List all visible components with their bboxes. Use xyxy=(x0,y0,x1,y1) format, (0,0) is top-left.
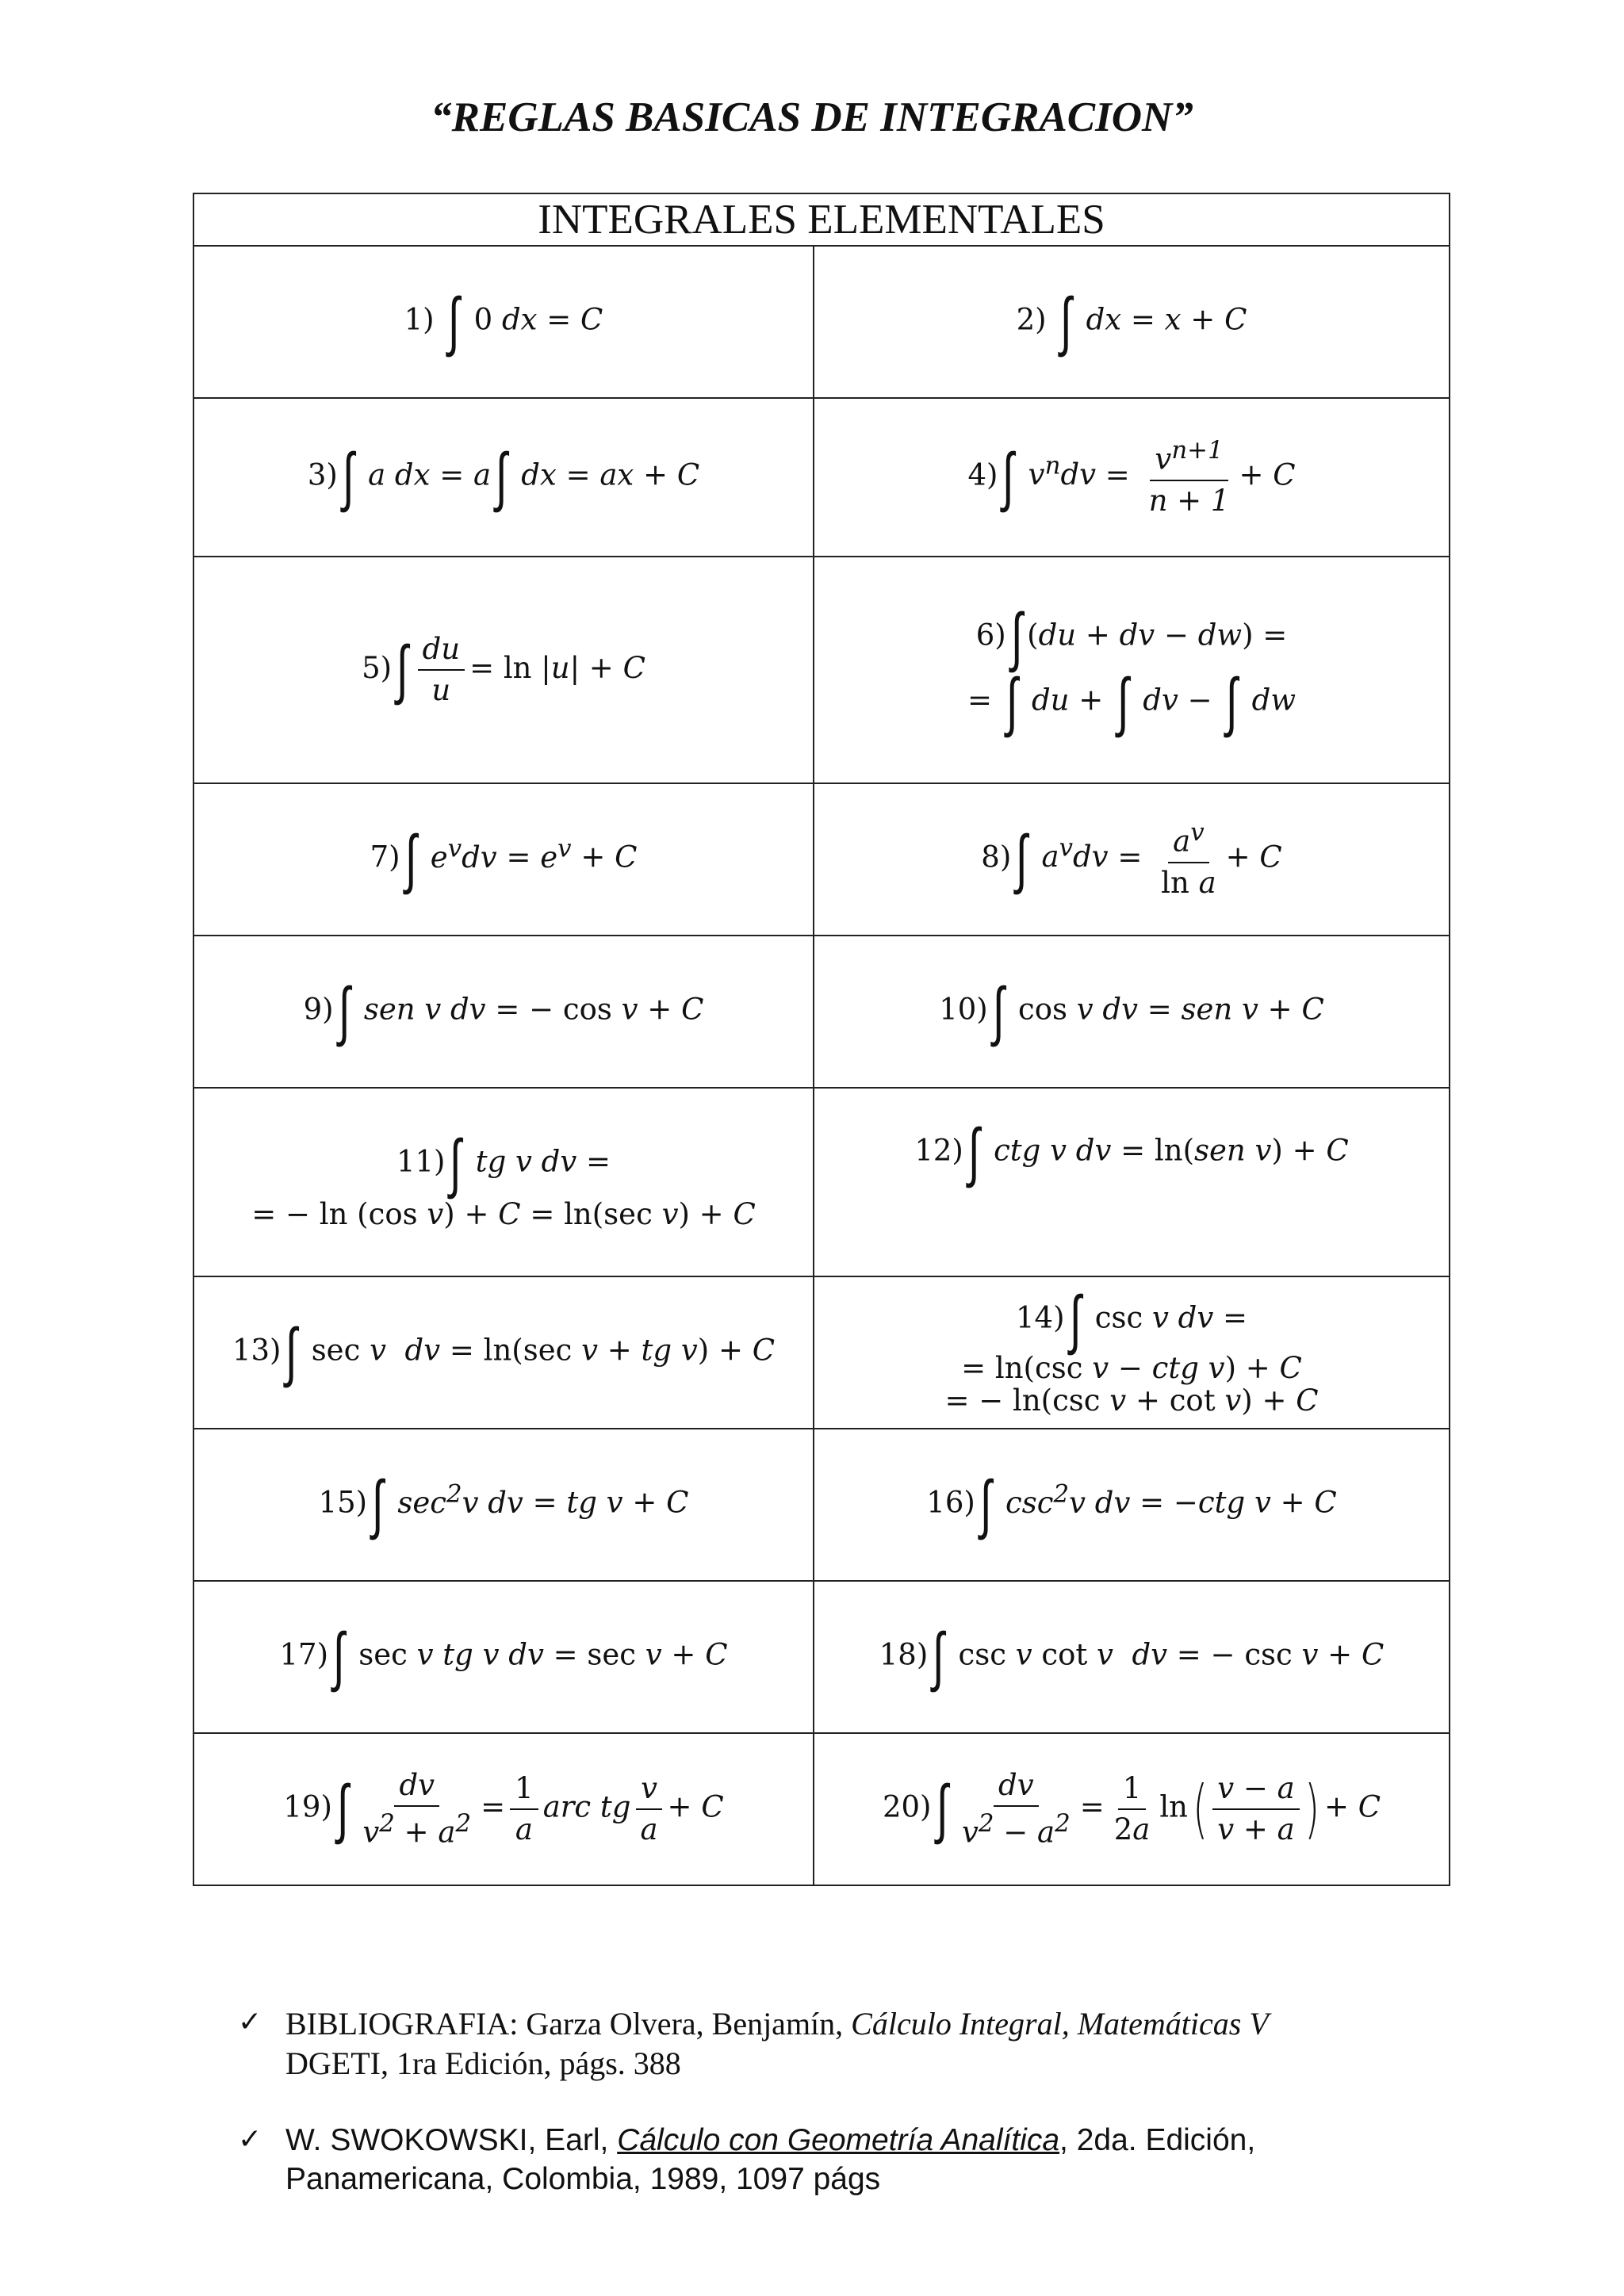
bibliography-item-2 xyxy=(238,2122,1475,2199)
rule-number: 6) xyxy=(975,618,1006,652)
bib1-suffix: DGETI, 1ra Edición, págs. 388 xyxy=(285,2045,681,2081)
rule-number: 18) xyxy=(879,1637,929,1672)
rule-1: 1) ∫ 0 dx = C xyxy=(193,246,814,398)
bib2-prefix: W. SWOKOWSKI, Earl, xyxy=(285,2123,618,2157)
rule-number: 1) xyxy=(404,302,435,337)
rule-number: 14) xyxy=(1016,1300,1065,1335)
rule-number: 8) xyxy=(981,840,1012,874)
rule-6: 6)∫ (du + dv − dw) = = ∫ du + ∫ dv − ∫ dw xyxy=(814,557,1450,783)
rule-11: 11)∫ tg v dv = = − ln (cos v) + C = ln(sec v) + C xyxy=(193,1088,814,1276)
check-icon: ✓ xyxy=(238,2123,262,2156)
rule-number: 2) xyxy=(1016,302,1047,337)
rule-8: 8)∫ $a^vdv$ = $\frac{a^v}{\text{ln a}}$ + C xyxy=(814,783,1450,936)
rule-number: 19) xyxy=(283,1789,332,1824)
rule-number: 15) xyxy=(318,1485,368,1520)
bib2-suffix-1: , 2da. Edición, xyxy=(1059,2123,1256,2157)
rule-9: 9)∫ sen v dv = − cos v + C xyxy=(193,936,814,1088)
rule-number: 20) xyxy=(882,1789,932,1824)
rule-10: 10)∫ cos v dv = sen v + C xyxy=(814,936,1450,1088)
page-title: “REGLAS BASICAS DE INTEGRACION” xyxy=(431,94,1193,140)
bib1-title: Cálculo Integral, Matemáticas V xyxy=(851,2006,1269,2042)
rule-7: 7)∫ $e^vdv = e^v + C$ xyxy=(193,783,814,936)
rule-18: 18)∫ csc v cot v dv = − csc v + C xyxy=(814,1581,1450,1733)
rule-3: 3)∫ a dx = a∫ dx = ax + C xyxy=(193,398,814,557)
rule-number: 10) xyxy=(939,992,988,1027)
rule-number: 7) xyxy=(370,840,400,874)
integration-rules-table xyxy=(193,193,1450,1886)
rule-17: 17)∫ sec v tg v dv = sec v + C xyxy=(193,1581,814,1733)
rule-12: 12)∫ ctg v dv = ln(sen v) + C xyxy=(814,1088,1450,1276)
bib2-title: Cálculo con Geometría Analítica xyxy=(617,2123,1060,2157)
bib1-prefix: BIBLIOGRAFIA: Garza Olvera, Benjamín, xyxy=(285,2006,852,2042)
table-header: INTEGRALES ELEMENTALES xyxy=(193,193,1450,246)
check-icon: ✓ xyxy=(238,2006,262,2038)
rule-number: 16) xyxy=(926,1485,975,1520)
rule-number: 13) xyxy=(232,1333,282,1368)
rule-2: 2) ∫ dx = x + C xyxy=(814,246,1450,398)
bib2-suffix-2: Panamericana, Colombia, 1989, 1097 págs xyxy=(285,2161,881,2196)
rule-number: 12) xyxy=(914,1133,963,1168)
rule-14: 14)∫ csc v dv = = ln(csc v − ctg v) + C = − ln(csc v + cot v) + C xyxy=(814,1276,1450,1429)
rule-13: 13)∫ sec v dv = ln(sec v + tg v) + C xyxy=(193,1276,814,1429)
rule-number: 11) xyxy=(396,1144,446,1179)
rule-20: 20)∫ $\frac{dv}{v^2 - a^2}$ = $\frac{1}{2a}$ ln( $\frac{v - a}{v + a}$ ) + C xyxy=(814,1733,1450,1885)
rule-16: 16)∫ $\csc^2v$ dv = −ctg v + C xyxy=(814,1429,1450,1581)
rule-4: 4)∫ $v^ndv$ = $\frac{v^{n+1}}{n + 1}$ + C xyxy=(814,398,1450,557)
rule-number: 3) xyxy=(307,457,338,492)
rule-19: 19)∫ $\frac{dv}{v^2 + a^2}$ = $\frac{1}{a}$ arc tg $\frac{v}{a}$ + C xyxy=(193,1733,814,1885)
bibliography-item-1 xyxy=(238,2004,1475,2084)
rule-number: 9) xyxy=(303,992,334,1027)
rule-number: 5) xyxy=(362,650,393,685)
rule-15: 15)∫ $\sec^2v$ dv = tg v + C xyxy=(193,1429,814,1581)
rule-5: 5)∫ $\frac{du}{u}$ = ln |u| + C xyxy=(193,557,814,783)
rule-number: 17) xyxy=(279,1637,329,1672)
rule-number: 4) xyxy=(967,457,998,492)
